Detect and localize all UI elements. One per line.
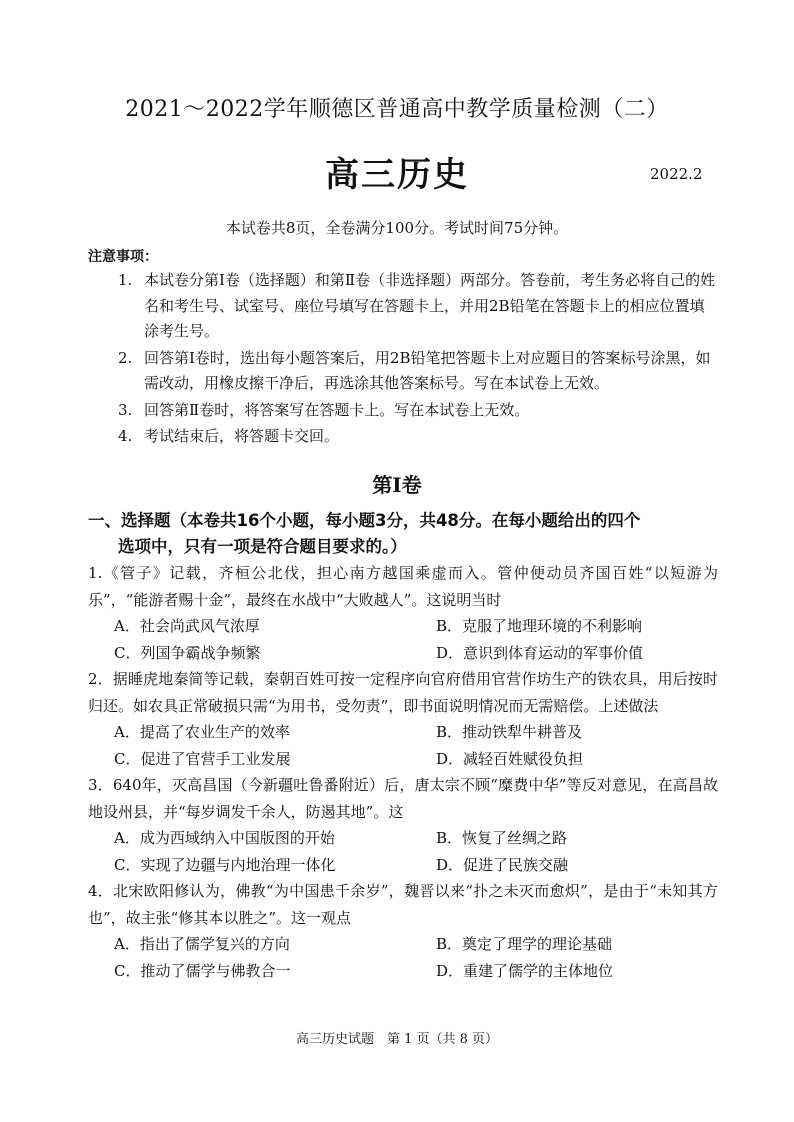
page-footer: 高三历史试题 第 1 页（共 8 页）: [295, 1032, 499, 1047]
notice-item: [118, 398, 718, 424]
option-a: A．社会尚武风气浓厚: [114, 617, 260, 635]
notice-text: 本试卷分第Ⅰ卷（选择题）和第Ⅱ卷（非选择题）两部分。答卷前，考生务必将自己的姓名和考生号、试室号、座位号填写在答题卡上，并用2B铅笔在答题卡上的相应位置填涂考生号。: [144, 271, 716, 340]
question-2: [88, 666, 718, 772]
option-a: A．提高了农业生产的效率: [114, 723, 290, 741]
option-a: A．成为西域纳入中国版图的开始: [114, 829, 335, 847]
option-d: D．重建了儒学的主体地位: [436, 961, 614, 980]
section-heading: [88, 508, 718, 560]
option-c: C．推动了儒学与佛教合一: [114, 961, 291, 980]
question-stem: 3．640年，灭高昌国（今新疆吐鲁番附近）后，唐太宗不顾“糜费中华”等反对意见，在高昌故地设州县，并“每岁调发千余人，防遏其地”。这: [88, 776, 718, 821]
volume-title: 第Ⅰ卷: [372, 473, 422, 497]
option-d: D．意识到体育运动的军事价值: [436, 643, 644, 662]
notice-list: [118, 268, 718, 451]
notice-text: 考试结束后，将答题卡交回。: [144, 427, 340, 445]
question-stem: 2．据睡虎地秦简等记载，秦朝百姓可按一定程序向官府借用官营作坊生产的铁农具，用后按时归还。如农具正常破损只需“为用书，受勿责”，即书面说明情况而无需赔偿。上述做法: [88, 670, 718, 715]
notice-text: 回答第Ⅰ卷时，选出每小题答案后，用2B铅笔把答题卡上对应题目的答案标号涂黑，如需改动，用橡皮擦干净后，再选涂其他答案标号。写在本试卷上无效。: [144, 348, 711, 392]
option-grid: [88, 931, 718, 984]
notice-number: 2.: [118, 348, 133, 367]
section-heading-line1: 一、选择题（本卷共16个小题，每小题3分，共48分。在每小题给出的四个: [88, 511, 641, 530]
notice-text: 回答第Ⅱ卷时，将答案写在答题卡上。写在本试卷上无效。: [144, 400, 530, 419]
question-list: [88, 560, 718, 984]
exam-title: 2021～2022学年顺德区普通高中教学质量检测（二）: [125, 97, 669, 122]
notice-item: [118, 346, 718, 397]
option-b: B．克服了地理环境的不利影响: [436, 617, 643, 635]
option-c: C．促进了官营手工业发展: [114, 749, 291, 768]
option-grid: [88, 825, 718, 878]
question-stem: 4．北宋欧阳修认为，佛教“为中国患千余岁”，魏晋以来“扑之未灭而愈炽”，是由于“未知其方也”，故主张“修其本以胜之”。这一观点: [88, 882, 718, 927]
question-1: [88, 560, 718, 666]
notice-number: 1.: [118, 271, 133, 289]
option-c: C．列国争霸战争频繁: [114, 643, 261, 662]
notice-item: [118, 268, 718, 345]
notice-item: [118, 424, 718, 450]
option-grid: [88, 719, 718, 772]
question-stem: 1.《管子》记载，齐桓公北伐，担心南方越国乘虚而入。管仲便动员齐国百姓“以短游为乐”，“能游者赐十金”，最终在水战中“大败越人”。这说明当时: [88, 564, 718, 609]
question-4: [88, 878, 718, 984]
option-b: B．奠定了理学的理论基础: [436, 935, 613, 953]
option-d: D．促进了民族交融: [436, 855, 569, 874]
notice-title: 注意事项：: [88, 249, 158, 265]
exam-date: 2022.2: [650, 165, 703, 183]
notice-number: 3.: [118, 400, 133, 419]
option-grid: [88, 613, 718, 666]
option-d: D．减轻百姓赋役负担: [436, 749, 584, 768]
option-c: C．实现了边疆与内地治理一体化: [114, 855, 336, 874]
subject-title: 高三历史: [325, 155, 469, 195]
notice-number: 4.: [118, 427, 133, 445]
option-b: B．推动铁犁牛耕普及: [436, 723, 583, 741]
question-3: [88, 772, 718, 878]
exam-info: 本试卷共8页，全卷满分100分。考试时间75分钟。: [225, 219, 569, 237]
section-heading-line2: 选项中，只有一项是符合题目要求的。）: [118, 537, 407, 556]
option-b: B．恢复了丝绸之路: [436, 829, 568, 847]
option-a: A．指出了儒学复兴的方向: [114, 935, 290, 953]
